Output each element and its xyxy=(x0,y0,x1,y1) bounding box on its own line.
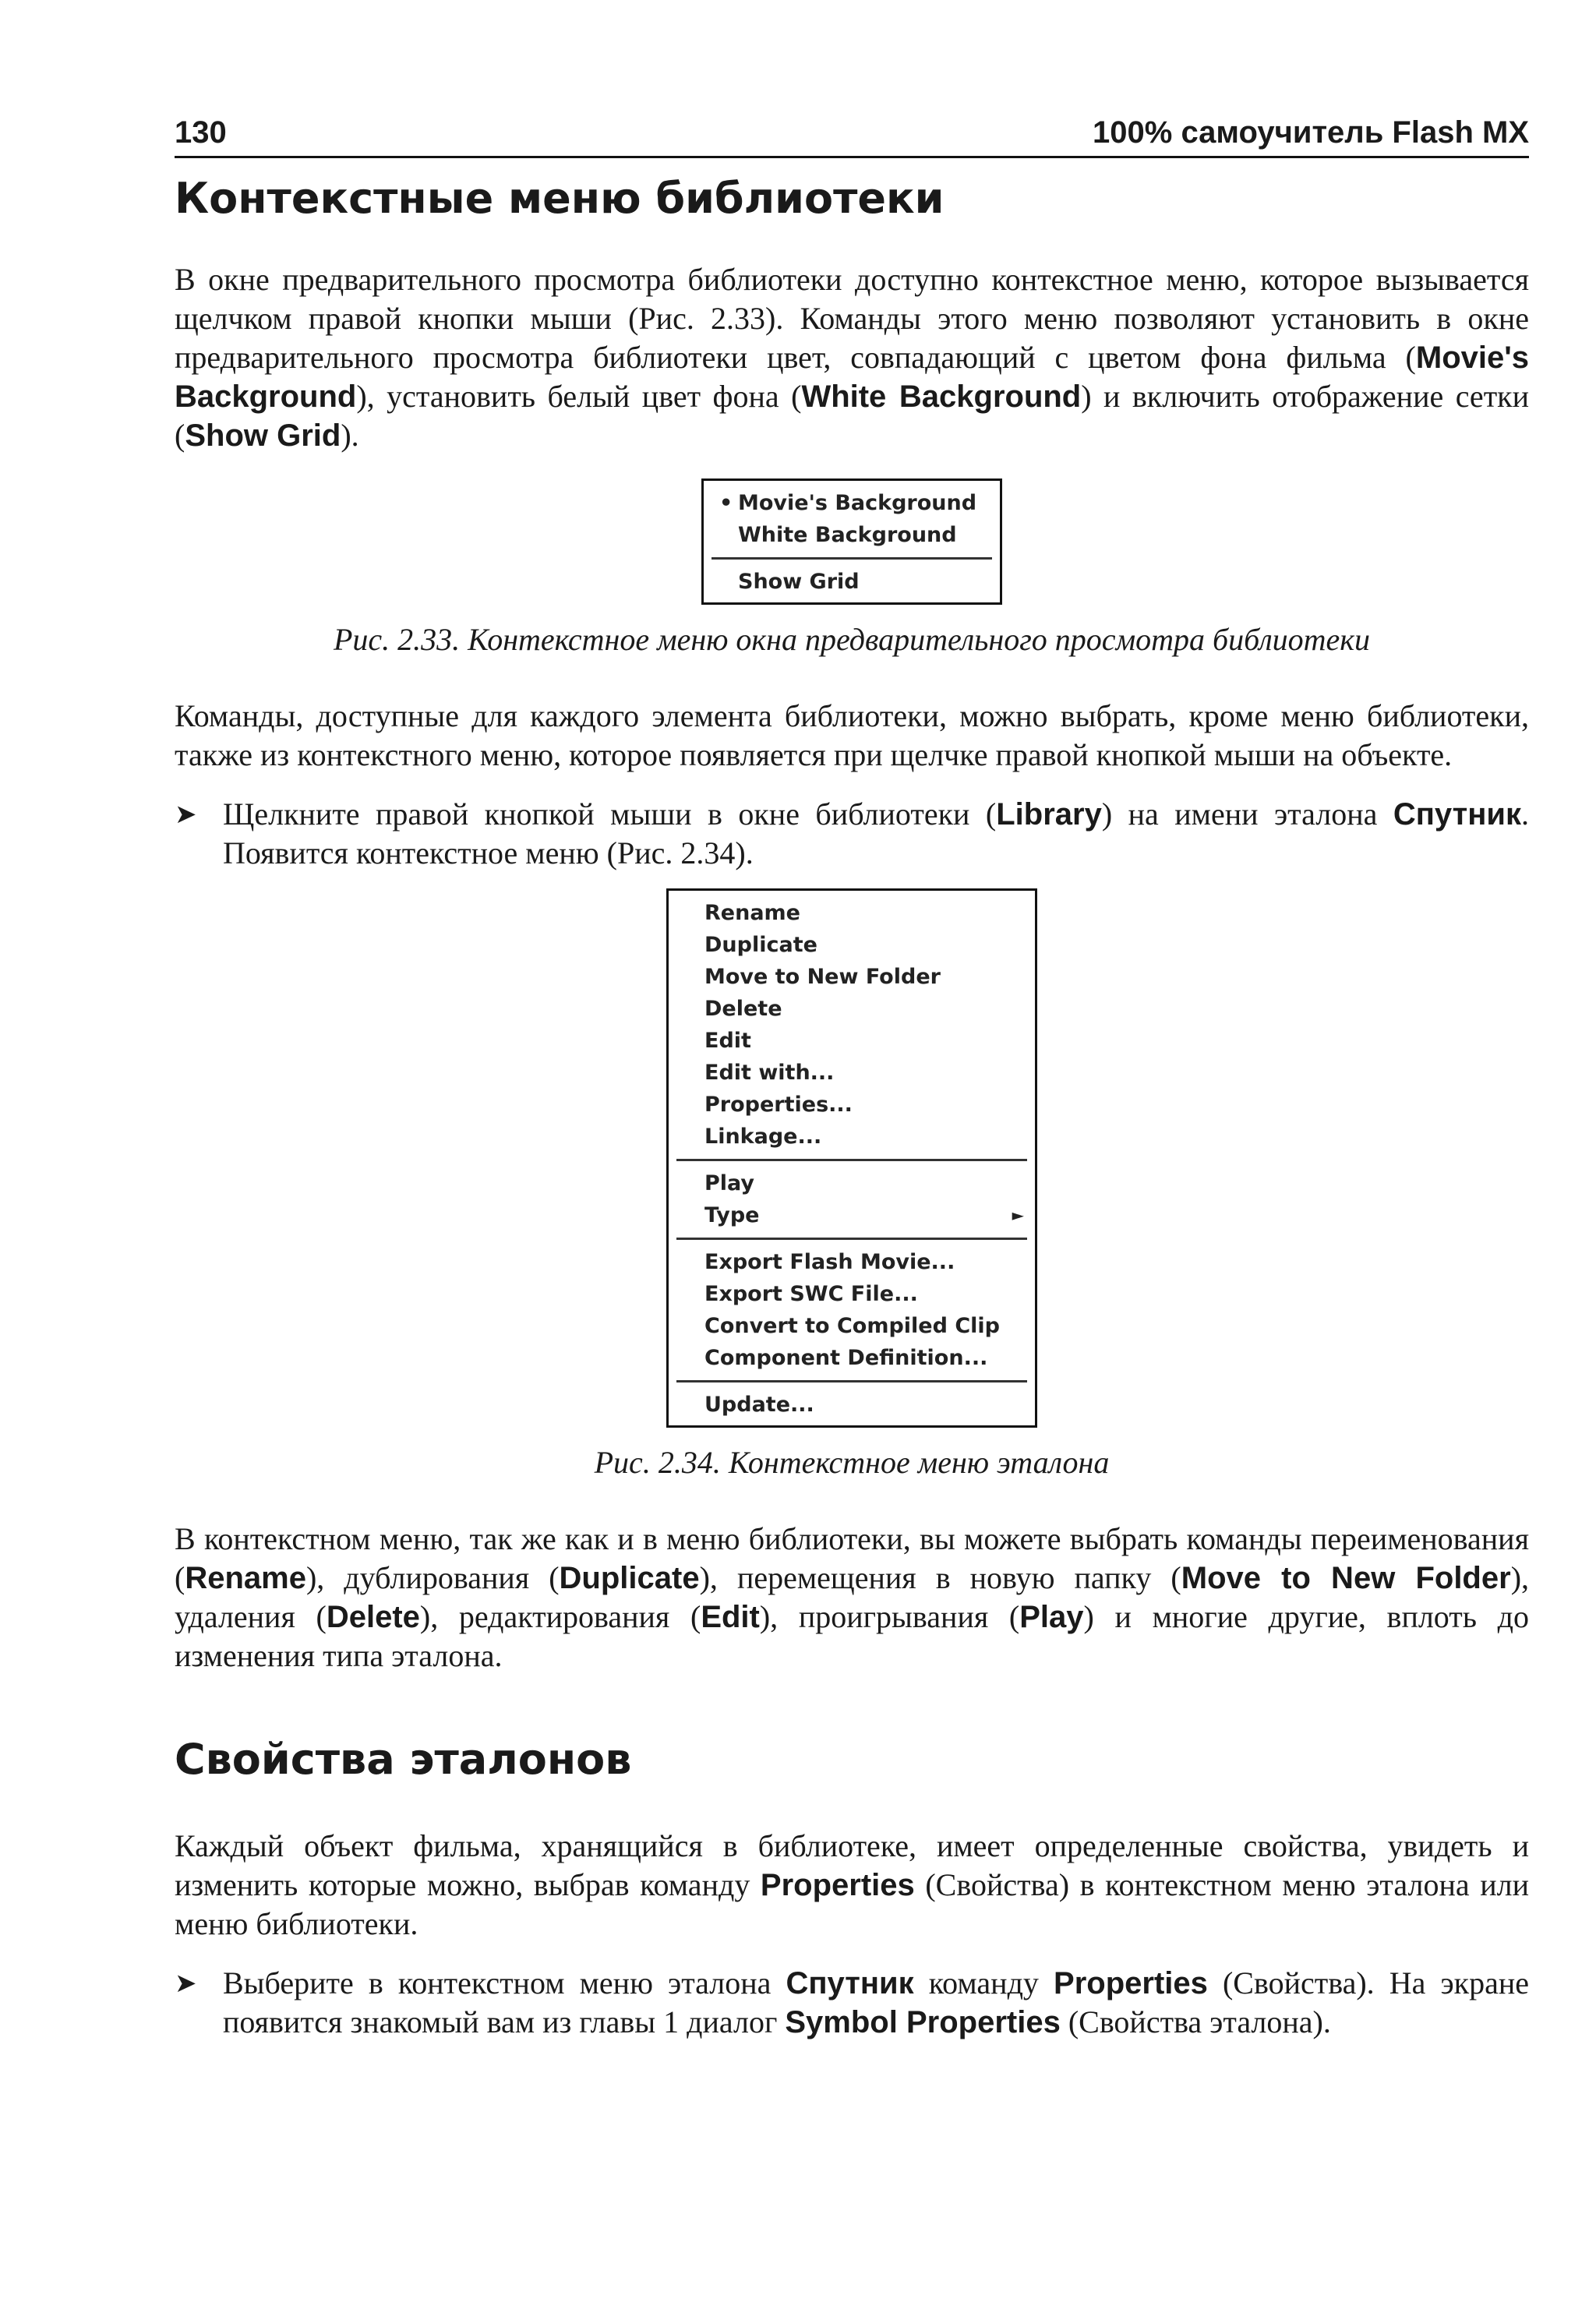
menu-item-properties[interactable]: Properties... xyxy=(704,1093,853,1118)
term-properties: Properties xyxy=(760,1867,915,1902)
term-properties: Properties xyxy=(1054,1965,1208,2000)
term-sputnik: Спутник xyxy=(786,1965,914,2000)
paragraph-commands: Команды, доступные для каждого элемента библиотеки, можно выбрать, кроме меню библиотеки, также из контекстного меню, которое появляется при щелчке правой кнопкой мыши на объекте. xyxy=(175,698,1529,773)
library-preview-context-menu xyxy=(701,478,1002,605)
step-choose-properties: ➤ Выберите в контекстном меню эталона Спутник команду Properties (Свойства). На экране появится знакомый вам из главы 1 диалог Symbol Properties (Свойства эталона). xyxy=(175,1964,1529,2042)
menu-separator xyxy=(676,1380,1027,1382)
term-symbol-properties: Symbol Properties xyxy=(785,2004,1061,2039)
menu-item-duplicate[interactable]: Duplicate xyxy=(704,933,817,958)
radio-bullet-icon: • xyxy=(719,491,733,516)
menu-item-show-grid[interactable]: Show Grid xyxy=(738,570,860,595)
book-page xyxy=(175,117,1529,2042)
term-white-background: White Background xyxy=(801,380,1082,415)
menu-item-convert-to-compiled-clip[interactable]: Convert to Compiled Clip xyxy=(704,1314,1001,1339)
step-arrow-icon: ➤ xyxy=(175,799,197,831)
term-edit: Edit xyxy=(701,1600,760,1635)
menu-item-export-swc-file[interactable]: Export SWC File... xyxy=(704,1282,918,1307)
term-library: Library xyxy=(996,797,1102,832)
menu-item-edit[interactable]: Edit xyxy=(704,1029,751,1054)
menu-item-rename[interactable]: Rename xyxy=(704,901,800,926)
menu-item-white-background[interactable]: White Background xyxy=(738,523,957,548)
page-number: 130 xyxy=(175,115,227,150)
section-title-library-context-menus: Контекстные меню библиотеки xyxy=(175,174,945,223)
menu-item-update[interactable]: Update... xyxy=(704,1393,814,1418)
menu-item-move-to-new-folder[interactable]: Move to New Folder xyxy=(704,965,941,990)
paragraph-intro: В окне предварительного просмотра библиотеки доступно контекстное меню, которое вызывается щелчком правой кнопки мыши (Рис. 2.33). Команды этого меню позволяют установить в окне предварительного просмотра библиотеки цвет, совпадающий с цветом фона фильма (Movie's Background), установить белый цвет фона (White Background) и включить отображение сетки (Show Grid). xyxy=(175,262,1530,454)
step-arrow-icon: ➤ xyxy=(175,1967,197,1999)
menu-item-movies-background[interactable]: • Movie's Background xyxy=(704,487,1000,519)
menu-item-linkage[interactable]: Linkage... xyxy=(704,1125,822,1149)
step-right-click-symbol: ➤ Щелкните правой кнопкой мыши в окне библиотеки (Library) на имени эталона Спутник. Появится контекстное меню (Рис. 2.34). xyxy=(175,795,1529,873)
section-title-symbol-properties: Свойства эталонов xyxy=(175,1735,632,1785)
submenu-arrow-icon: ► xyxy=(1012,1206,1024,1225)
menu-item-export-flash-movie[interactable]: Export Flash Movie... xyxy=(704,1250,955,1275)
menu-item-delete[interactable]: Delete xyxy=(704,997,782,1022)
book-title: 100% самоучитель Flash MX xyxy=(1093,115,1529,150)
symbol-context-menu xyxy=(666,888,1037,1428)
menu-separator xyxy=(676,1159,1027,1161)
menu-item-component-definition[interactable]: Component Definition... xyxy=(704,1346,988,1371)
menu-separator xyxy=(711,557,992,560)
menu-item-type[interactable]: Type ► xyxy=(669,1199,1035,1231)
menu-item-play[interactable]: Play xyxy=(704,1171,755,1196)
figure-caption-2-33: Рис. 2.33. Контекстное меню окна предварительного просмотра библиотеки xyxy=(333,622,1371,658)
paragraph-properties: Каждый объект фильма, хранящийся в библиотеке, имеет определенные свойства, увидеть и изменить которые можно, выбрав команду Properties (Свойства) в контекстном меню эталона или меню библиотеки. xyxy=(175,1827,1529,1941)
term-play: Play xyxy=(1019,1600,1084,1635)
term-move-to-new-folder: Move to New Folder xyxy=(1181,1561,1511,1596)
term-movies-background: Movie's Background xyxy=(175,341,1529,415)
term-show-grid: Show Grid xyxy=(185,418,341,454)
term-rename: Rename xyxy=(185,1561,306,1596)
term-sputnik: Спутник xyxy=(1393,797,1521,832)
running-header xyxy=(175,117,1529,158)
term-duplicate: Duplicate xyxy=(559,1561,700,1596)
menu-separator xyxy=(676,1238,1027,1240)
term-delete: Delete xyxy=(326,1600,420,1635)
paragraph-context-commands: В контекстном меню, так же как и в меню библиотеки, вы можете выбрать команды переименования (Rename), дублирования (Duplicate), перемещения в новую папку (Move to New Folder), удаления (Delete), редактирования (Edit), проигрывания (Play) и многие другие, вплоть до изменения типа эталона. xyxy=(175,1521,1530,1674)
menu-item-edit-with[interactable]: Edit with... xyxy=(704,1061,835,1086)
figure-caption-2-34: Рис. 2.34. Контекстное меню эталона xyxy=(594,1445,1110,1481)
